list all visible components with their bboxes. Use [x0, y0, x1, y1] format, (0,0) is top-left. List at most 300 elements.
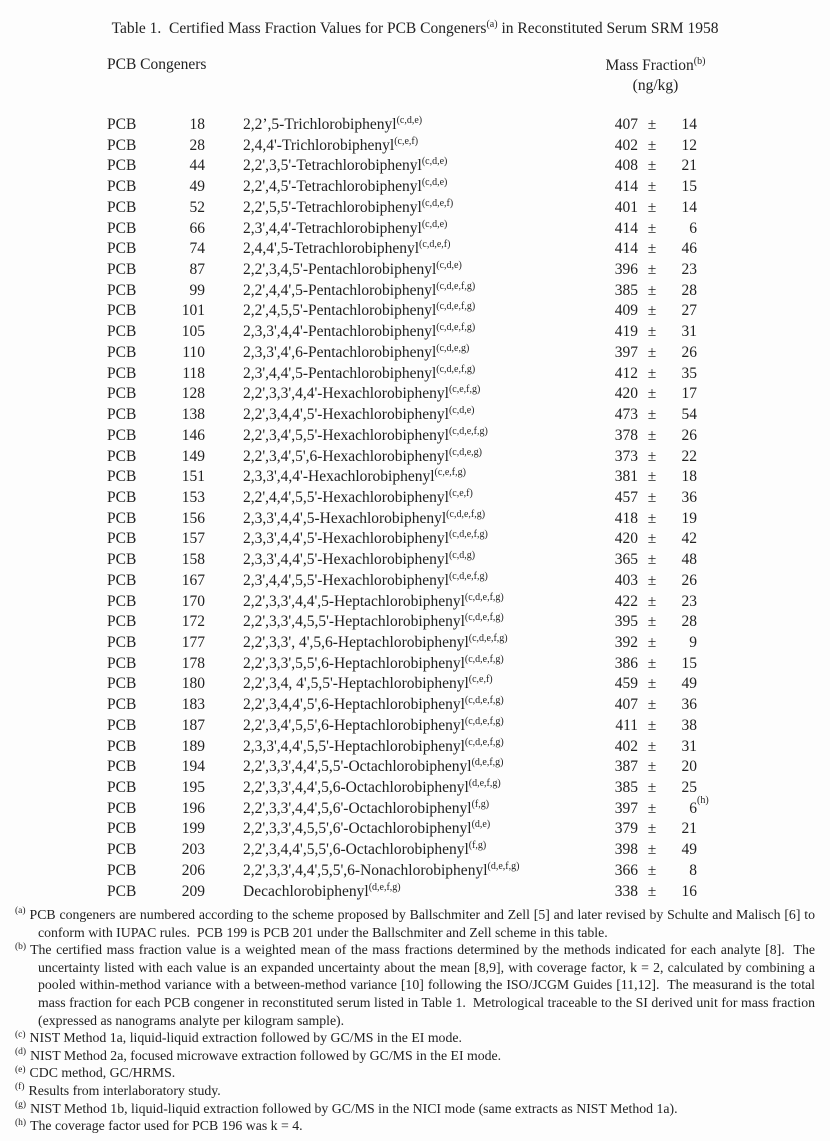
congener-name — [243, 655, 504, 673]
uncertainty-value — [659, 137, 697, 155]
footnote — [15, 1100, 815, 1118]
footnotes-section — [15, 906, 819, 1135]
table-row — [0, 406, 830, 427]
uncertainty-number: 17 — [681, 385, 697, 403]
method-superscript: (f,g) — [468, 840, 487, 851]
uncertainty-value — [659, 634, 697, 652]
method-superscript: (c,d,e,f,g) — [464, 591, 504, 603]
mass-fraction-value: 396 — [614, 261, 638, 279]
footnote — [15, 1029, 815, 1047]
pcb-label: PCB — [107, 198, 137, 216]
pcb-label: PCB — [107, 240, 137, 258]
method-superscript: (c,d,e) — [421, 218, 448, 230]
congener-name — [243, 551, 475, 569]
congener-name — [243, 282, 475, 300]
pcb-label: PCB — [107, 758, 137, 776]
method-superscript: (d,e) — [471, 819, 491, 831]
plus-minus-sign: ± — [647, 406, 657, 424]
pcb-label: PCB — [107, 426, 137, 444]
uncertainty-value — [659, 613, 697, 631]
congener-name-text: 2,2',3,4, 4',5,5'-Heptachlorobiphenyl — [243, 675, 469, 693]
congener-name-text: 2,4,4'-Trichlorobiphenyl — [243, 136, 395, 154]
congener-name-text: 2,2',3,3',4,5,5',6'-Octachlorobiphenyl — [243, 820, 472, 838]
method-superscript: (c,d,e,f,g) — [436, 322, 476, 334]
uncertainty-value — [659, 178, 697, 196]
congener-name-text: 2,3,3',4,4'-Pentachlorobiphenyl — [243, 323, 437, 341]
table-row — [0, 738, 830, 759]
footnote — [15, 1117, 815, 1135]
plus-minus-sign: ± — [647, 178, 657, 196]
method-superscript: (c,d,e,f,g) — [464, 653, 504, 665]
congener-number: 158 — [181, 551, 205, 569]
uncertainty-value — [659, 385, 697, 403]
table-row — [0, 282, 830, 303]
method-superscript: (c,d,e,f,g) — [448, 570, 488, 582]
congener-number: 157 — [181, 530, 205, 548]
uncertainty-number: 25 — [681, 779, 697, 796]
table-row — [0, 220, 830, 241]
table-title — [0, 20, 830, 38]
uncertainty-number: 18 — [681, 468, 697, 486]
pcb-label: PCB — [107, 799, 137, 817]
plus-minus-sign: ± — [647, 675, 657, 693]
footnote-text: NIST Method 2a, focused microwave extraction followed by GC/MS in the EI mode. — [30, 1047, 502, 1063]
footnote-text: PCB congeners are numbered according to the scheme proposed by Ballschmiter and Zell [5] and later revised by Schulte and Malisch [6] to conform with IUPAC rules. PCB 199 is PCB 201 under the Ballschmiter and Zell scheme in this table. — [29, 907, 819, 940]
pcb-label: PCB — [107, 779, 137, 796]
mass-fraction-footnote-ref: (b) — [693, 55, 706, 67]
pcb-label: PCB — [107, 468, 137, 486]
uncertainty-number: 21 — [681, 157, 697, 175]
mass-fraction-value: 385 — [614, 281, 638, 299]
congener-name-text: 2,2',3,3',4,4',5-Heptachlorobiphenyl — [243, 592, 465, 610]
method-superscript: (c,d,e,f,g) — [468, 632, 508, 644]
table-row — [0, 883, 830, 904]
table-row — [0, 489, 830, 510]
plus-minus-sign: ± — [647, 737, 657, 755]
uncertainty-value — [659, 675, 697, 693]
plus-minus-sign: ± — [647, 654, 657, 672]
plus-minus-sign: ± — [647, 364, 657, 382]
congener-name-text: 2,2',3,3',5,5',6-Heptachlorobiphenyl — [243, 654, 465, 672]
uncertainty-value — [659, 448, 697, 466]
pcb-label: PCB — [107, 157, 137, 175]
mass-fraction-value: 395 — [614, 613, 638, 631]
pcb-label: PCB — [107, 447, 137, 465]
congener-number: 156 — [181, 509, 205, 527]
pcb-label: PCB — [107, 261, 137, 279]
pcb-label: PCB — [107, 675, 137, 693]
congener-number: 194 — [181, 758, 205, 776]
plus-minus-sign: ± — [647, 447, 657, 465]
uncertainty-number: 36 — [681, 696, 697, 714]
uncertainty-value — [659, 199, 697, 217]
table-row — [0, 841, 830, 862]
congener-number: 187 — [181, 716, 205, 734]
plus-minus-sign: ± — [647, 240, 657, 258]
method-superscript: (c,d,e) — [436, 259, 462, 271]
congener-name — [243, 634, 508, 652]
pcb-label: PCB — [107, 530, 137, 548]
table-row — [0, 427, 830, 448]
congener-number: 28 — [189, 136, 205, 154]
footnote-text: NIST Method 1a, liquid-liquid extraction followed by GC/MS in the EI mode. — [29, 1030, 462, 1046]
congener-number: 153 — [181, 488, 205, 506]
mass-fraction-value: 381 — [614, 468, 638, 486]
footnote — [15, 1064, 815, 1082]
pcb-label: PCB — [107, 820, 137, 838]
congener-name — [243, 240, 450, 258]
table-row — [0, 862, 830, 883]
congener-name — [243, 261, 462, 279]
uncertainty-number: 36 — [681, 488, 697, 506]
pcb-label: PCB — [107, 633, 137, 651]
method-superscript: (d,e,f,g) — [471, 757, 504, 769]
mass-fraction-value: 459 — [614, 675, 638, 693]
table-row — [0, 448, 830, 469]
congener-number: 128 — [181, 385, 205, 403]
congener-name-text: 2,2',4,4',5-Pentachlorobiphenyl — [243, 281, 437, 299]
uncertainty-value — [659, 841, 697, 859]
uncertainty-number: 49 — [681, 841, 697, 859]
congener-name-text: 2,3,3',4,4',5'-Hexachlorobiphenyl — [243, 530, 449, 548]
congener-number: 189 — [181, 737, 205, 755]
congener-name-text: 2,2',3,4,5'-Pentachlorobiphenyl — [243, 261, 437, 279]
uncertainty-value — [659, 344, 697, 362]
method-superscript: (c,d,e) — [421, 177, 448, 188]
congener-name-text: 2,3,3',4,4',5-Hexachlorobiphenyl — [243, 509, 447, 527]
plus-minus-sign: ± — [647, 509, 657, 527]
plus-minus-sign: ± — [647, 820, 657, 838]
table-row — [0, 365, 830, 386]
footnote-marker: (h) — [15, 1117, 27, 1128]
plus-minus-sign: ± — [647, 468, 657, 486]
mass-fraction-value: 414 — [614, 178, 638, 196]
pcb-label: PCB — [107, 178, 137, 196]
uncertainty-value — [659, 551, 697, 569]
method-superscript: (c,e,f,g) — [448, 384, 481, 396]
uncertainty-number: 8 — [689, 861, 697, 879]
table-row — [0, 302, 830, 323]
mass-fraction-value: 457 — [614, 488, 638, 506]
congener-number: 149 — [181, 447, 205, 465]
congener-name-text: 2,3,3',4,4'-Hexachlorobiphenyl — [243, 468, 435, 486]
uncertainty-value — [659, 406, 697, 424]
congener-name-text: 2,2',3,3',4,4',5,6-Octachlorobiphenyl — [243, 779, 469, 796]
uncertainty-value — [659, 572, 697, 590]
congener-name-text: 2,2',4,4',5,5'-Hexachlorobiphenyl — [243, 488, 449, 506]
pcb-label: PCB — [107, 882, 137, 900]
method-superscript: (c,d,e,f,g) — [436, 280, 476, 292]
uncertainty-value — [659, 779, 697, 797]
congener-name — [243, 302, 475, 320]
congener-name — [243, 323, 475, 341]
method-superscript: (c,d,e) — [421, 156, 448, 168]
footnote-marker: (e) — [15, 1064, 26, 1075]
mass-fraction-header-text: Mass Fraction — [605, 57, 694, 74]
pcb-label: PCB — [107, 364, 137, 382]
congener-name-text: 2,2',3,4,4',5'-Hexachlorobiphenyl — [243, 406, 449, 424]
table-row — [0, 820, 830, 841]
mass-fraction-value: 420 — [614, 385, 638, 403]
method-superscript: (c,d,e,g) — [448, 446, 483, 458]
footnote-marker: (f) — [15, 1082, 25, 1093]
mass-fraction-value: 418 — [614, 509, 638, 527]
uncertainty-value — [659, 302, 697, 320]
footnote — [15, 906, 819, 941]
plus-minus-sign: ± — [647, 385, 657, 403]
plus-minus-sign: ± — [647, 488, 657, 506]
plus-minus-sign: ± — [647, 633, 657, 651]
table-row — [0, 572, 830, 593]
plus-minus-sign: ± — [647, 613, 657, 631]
method-superscript: (f,g) — [471, 798, 490, 810]
mass-fraction-value: 397 — [614, 343, 638, 361]
plus-minus-sign: ± — [647, 861, 657, 879]
method-superscript: (c,d,e,f,g) — [448, 425, 488, 437]
mass-fraction-value: 398 — [614, 841, 638, 859]
mass-fraction-value: 373 — [614, 447, 638, 465]
plus-minus-sign: ± — [647, 551, 657, 569]
congener-name — [243, 862, 519, 880]
congener-number: 99 — [189, 281, 205, 299]
congener-name — [243, 116, 422, 134]
congener-name-text: 2,2',5,5'-Tetrachlorobiphenyl — [243, 198, 422, 216]
pcb-label: PCB — [107, 488, 137, 506]
method-superscript: (c,d,e,f,g) — [436, 301, 476, 313]
uncertainty-number: 26 — [681, 426, 697, 444]
method-superscript: (c,e,f) — [468, 674, 493, 686]
uncertainty-value — [659, 365, 697, 383]
uncertainty-value — [659, 261, 697, 279]
uncertainty-number: 46 — [681, 240, 697, 258]
congener-name — [243, 613, 504, 631]
method-superscript: (c,d,e,f,g) — [448, 529, 488, 541]
uncertainty-number: 9 — [689, 633, 697, 651]
uncertainty-number: 38 — [681, 716, 697, 734]
congener-name-text: 2,2',4,5,5'-Pentachlorobiphenyl — [243, 302, 437, 320]
uncertainty-value — [659, 468, 697, 486]
congener-number: 151 — [181, 468, 205, 486]
mass-fraction-unit: (ng/kg) — [632, 77, 679, 94]
footnote — [15, 1047, 815, 1065]
mass-fraction-value: 411 — [615, 716, 638, 734]
plus-minus-sign: ± — [647, 302, 657, 320]
uncertainty-number: 28 — [681, 613, 697, 631]
method-superscript: (c,d,e,g) — [436, 342, 470, 354]
uncertainty-number: 14 — [681, 198, 697, 216]
footnote-text: Results from interlaboratory study. — [28, 1082, 221, 1098]
congener-number: 52 — [189, 198, 205, 216]
footnote-text: The coverage factor used for PCB 196 was k = 4. — [30, 1118, 303, 1134]
table-row — [0, 510, 830, 531]
mass-fraction-value: 414 — [614, 240, 638, 258]
congener-name-text: 2,2',3,4,4',5,5',6-Octachlorobiphenyl — [243, 841, 469, 859]
method-superscript: (c,d,e) — [396, 114, 423, 126]
congener-name-text: 2,3',4,4'-Tetrachlorobiphenyl — [243, 219, 422, 237]
method-superscript: (c,e,f) — [394, 135, 419, 147]
congener-name — [243, 530, 488, 548]
plus-minus-sign: ± — [647, 261, 657, 279]
pcb-label: PCB — [107, 613, 137, 631]
mass-fraction-value: 408 — [614, 157, 638, 175]
plus-minus-sign: ± — [647, 592, 657, 610]
congener-name-text: 2,2',4,5'-Tetrachlorobiphenyl — [243, 178, 422, 196]
method-superscript: (c,d,e,f,g) — [464, 612, 504, 624]
mass-fraction-value: 473 — [614, 406, 638, 424]
congener-name — [243, 758, 504, 776]
congener-name-text: 2,2',3,3', 4',5,6-Heptachlorobiphenyl — [243, 633, 469, 651]
uncertainty-number: 28 — [681, 281, 697, 299]
congener-name — [243, 178, 447, 196]
congener-name — [243, 696, 504, 714]
table-row — [0, 551, 830, 572]
uncertainty-number: 12 — [681, 136, 697, 154]
table-row — [0, 593, 830, 614]
method-superscript: (c,d,e,f,g) — [464, 736, 504, 748]
uncertainty-value — [659, 220, 697, 238]
pcb-label: PCB — [107, 654, 137, 672]
plus-minus-sign: ± — [647, 426, 657, 444]
uncertainty-value — [659, 157, 697, 175]
uncertainty-number: 16 — [681, 882, 697, 900]
congener-name — [243, 489, 473, 507]
footnote-marker: (a) — [15, 906, 26, 917]
footnote — [15, 1082, 815, 1100]
mass-fraction-value: 397 — [614, 799, 638, 817]
table-title-footnote-ref: (a) — [486, 18, 498, 30]
uncertainty-number: 22 — [681, 447, 697, 465]
footnote-marker: (d) — [15, 1047, 27, 1058]
pcb-label: PCB — [107, 219, 137, 237]
congener-number: 138 — [181, 406, 205, 424]
table-row — [0, 240, 830, 261]
uncertainty-number: 48 — [681, 551, 697, 569]
plus-minus-sign: ± — [647, 716, 657, 734]
congener-name-text: 2,3,3',4',6-Pentachlorobiphenyl — [243, 343, 437, 361]
congener-number: 180 — [181, 675, 205, 693]
congener-number: 66 — [189, 219, 205, 237]
uncertainty-value — [659, 116, 697, 134]
pcb-label: PCB — [107, 737, 137, 755]
congener-name — [243, 365, 475, 383]
uncertainty-value — [659, 758, 697, 776]
mass-fraction-value: 407 — [614, 696, 638, 714]
congener-number: 170 — [181, 592, 205, 610]
pcb-label: PCB — [107, 406, 137, 424]
uncertainty-number: 26 — [681, 571, 697, 589]
congener-name — [243, 406, 475, 424]
table-row — [0, 137, 830, 158]
uncertainty-number: 15 — [681, 178, 697, 196]
footnote-text: The certified mass fraction value is a weighted mean of the mass fractions determined by the methods indicated for each analyte [8]. The uncertainty listed with each value is an expanded uncertainty about the mean [8,9], with coverage factor, k = 2, calculated by combining a pooled within-method variance with a between-method variance [10] following the ISO/JCGM Guides [11,12]. The measurand is the total mass fraction for each PCB congener in reconstituted serum listed in Table 1. Metrological traceable to the SI derived unit for mass fraction (expressed as nanograms analyte per kilogram sample). — [30, 942, 819, 1028]
table-row — [0, 794, 830, 821]
method-superscript: (c,e,f,g) — [434, 467, 466, 479]
plus-minus-sign: ± — [647, 571, 657, 589]
uncertainty-number: 14 — [681, 116, 697, 133]
congener-name-text: 2,3,3',4,4',5'-Hexachlorobiphenyl — [243, 551, 449, 569]
congener-number: 199 — [181, 820, 205, 838]
congener-number: 105 — [181, 323, 205, 341]
congener-number: 49 — [189, 178, 205, 196]
congener-number: 146 — [181, 426, 205, 444]
method-superscript: (c,e,f) — [448, 487, 473, 499]
uncertainty-number: 6 — [689, 799, 697, 817]
pcb-label: PCB — [107, 302, 137, 320]
table-row — [0, 116, 830, 137]
congener-name — [243, 199, 453, 217]
congener-name-text: 2,2',3,4,4',5',6-Heptachlorobiphenyl — [243, 696, 465, 714]
uncertainty-number: 19 — [681, 509, 697, 527]
footnote — [15, 941, 819, 1029]
plus-minus-sign: ± — [647, 530, 657, 548]
uncertainty-number: 21 — [681, 820, 697, 838]
uncertainty-number: 27 — [681, 302, 697, 320]
uncertainty-number: 20 — [681, 758, 697, 776]
uncertainty-value — [659, 862, 697, 880]
pcb-label: PCB — [107, 136, 137, 154]
table-row — [0, 655, 830, 676]
pcb-label: PCB — [107, 343, 137, 361]
congener-name — [243, 779, 501, 797]
congener-name — [243, 157, 447, 175]
mass-fraction-value: 385 — [614, 779, 638, 796]
mass-fraction-value: 402 — [614, 136, 638, 154]
congener-name — [243, 385, 480, 403]
congener-number: 110 — [182, 343, 205, 361]
congener-name — [243, 572, 488, 590]
mass-fraction-value: 403 — [614, 571, 638, 589]
mass-fraction-value: 419 — [614, 323, 638, 341]
method-superscript: (c,d,g) — [448, 549, 476, 561]
uncertainty-number: 23 — [681, 261, 697, 279]
uncertainty-number: 6 — [689, 219, 697, 237]
congener-number: 44 — [189, 157, 205, 175]
mass-fraction-value: 379 — [614, 820, 638, 838]
congener-number: 209 — [181, 882, 205, 900]
uncertainty-value — [659, 883, 697, 901]
mass-fraction-value: 386 — [614, 654, 638, 672]
table-row — [0, 468, 830, 489]
congener-number: 101 — [181, 302, 205, 320]
plus-minus-sign: ± — [647, 343, 657, 361]
table-row — [0, 696, 830, 717]
uncertainty-value — [659, 530, 697, 548]
uncertainty-value: 6 (h) — [689, 794, 709, 817]
footnote-text: NIST Method 1b, liquid-liquid extraction followed by GC/MS in the NICI mode (same extracts as NIST Method 1a). — [30, 1100, 678, 1116]
mass-fraction-value: 365 — [614, 551, 638, 569]
congener-name-text: 2,3,3',4,4',5,5'-Heptachlorobiphenyl — [243, 737, 465, 755]
table-row — [0, 261, 830, 282]
mass-fraction-value: 412 — [614, 364, 638, 382]
mass-fraction-value: 402 — [614, 737, 638, 755]
mass-fraction-value: 409 — [614, 302, 638, 320]
pcb-label: PCB — [107, 385, 137, 403]
pcb-label: PCB — [107, 116, 137, 133]
congener-name — [243, 344, 469, 362]
congener-name-text: 2,2',3,5'-Tetrachlorobiphenyl — [243, 157, 422, 175]
congener-name-text: 2,2',3,3',4,4',5,5'-Octachlorobiphenyl — [243, 758, 472, 776]
pcb-label: PCB — [107, 592, 137, 610]
uncertainty-number: 42 — [681, 530, 697, 548]
uncertainty-value — [659, 427, 697, 445]
plus-minus-sign: ± — [647, 219, 657, 237]
plus-minus-sign: ± — [647, 136, 657, 154]
method-superscript: (c,d,e) — [448, 404, 475, 416]
congener-number: 178 — [181, 654, 205, 672]
plus-minus-sign: ± — [647, 882, 657, 900]
congener-number: 206 — [181, 861, 205, 879]
congener-name — [243, 220, 447, 238]
